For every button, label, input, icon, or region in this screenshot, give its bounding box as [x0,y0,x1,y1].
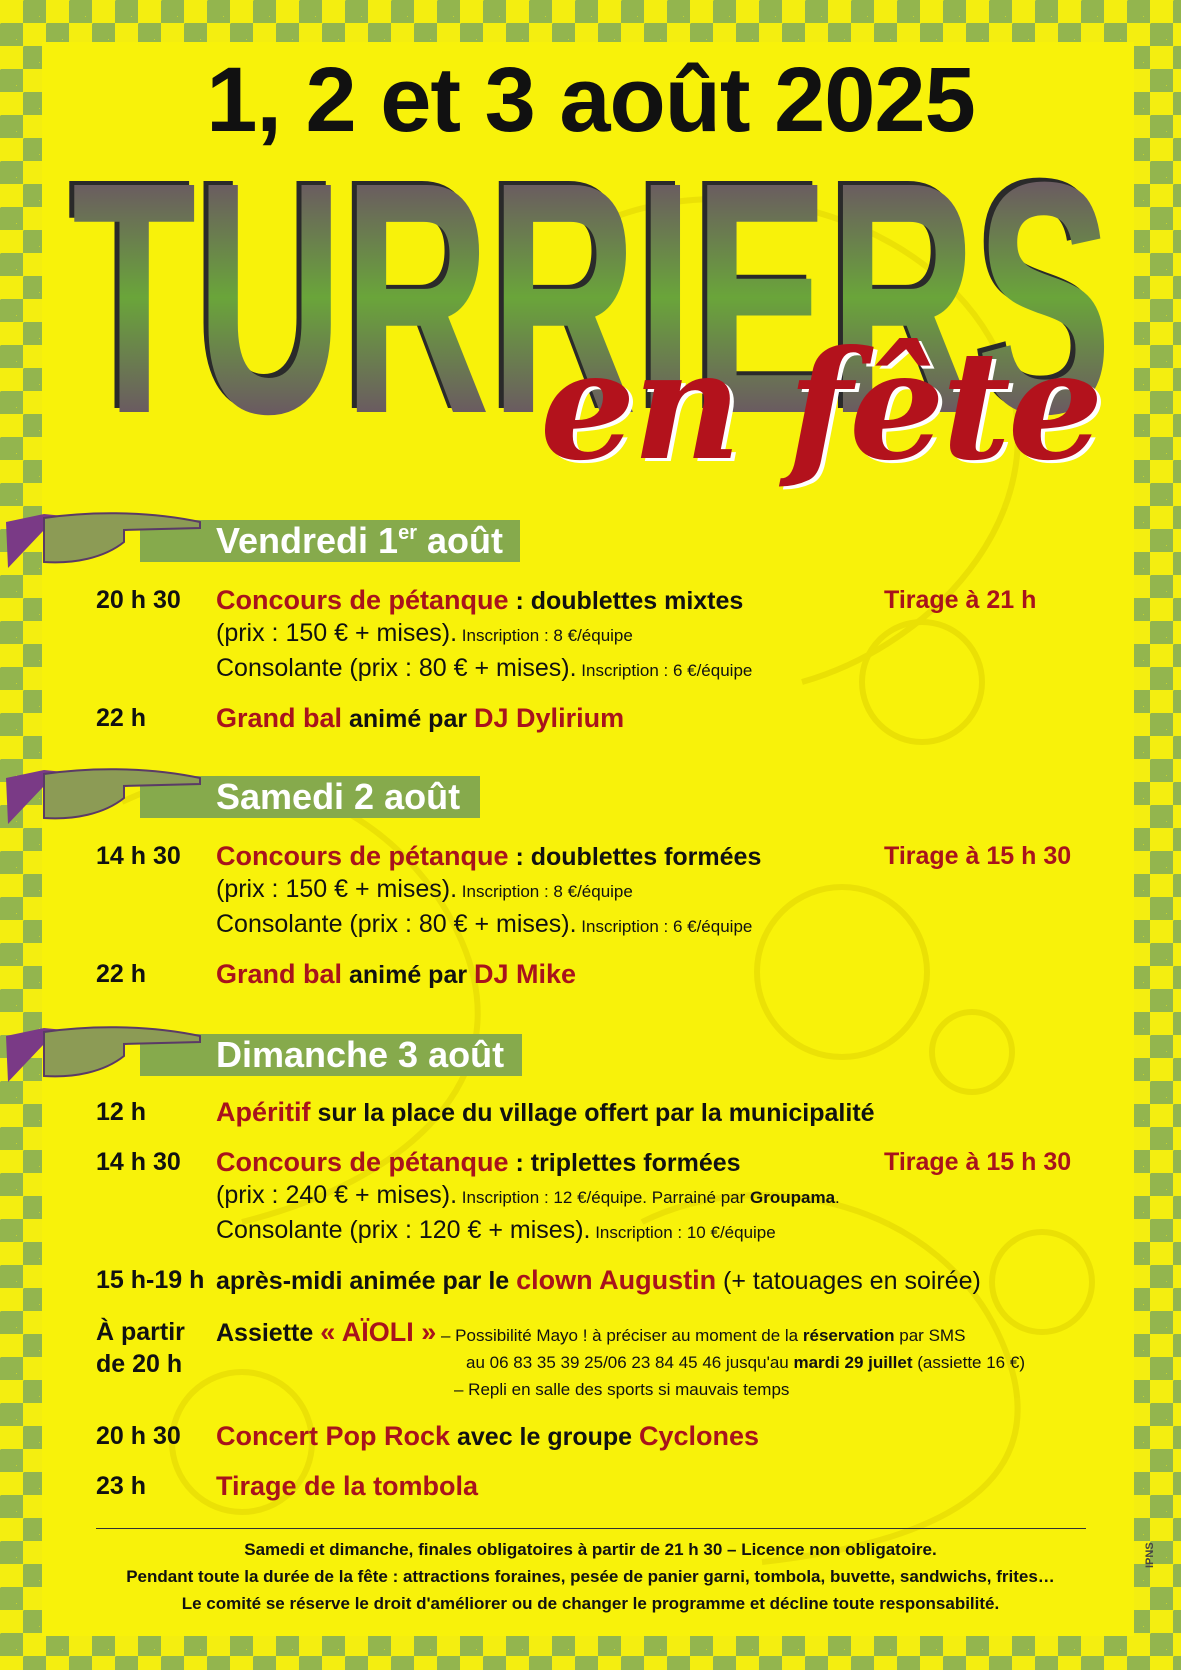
day-heading-dimanche [0,1034,530,1076]
tirage-time: Tirage à 15 h 30 [884,842,1072,870]
event-description: après-midi animée par le clown Augustin (+ tatouages en soirée) [216,1265,981,1295]
day-label: Dimanche 3 août [216,1034,505,1075]
event-time: 22 h [96,704,147,732]
event-time: À partir de 20 h [96,1318,185,1378]
event-dates: 1, 2 et 3 août 2025 [206,49,975,151]
day-label: Samedi 2 août [216,776,461,817]
event-description: Apéritif sur la place du village offert par la municipalité [216,1097,875,1127]
event-time: 12 h [96,1098,147,1126]
event-time: 14 h 30 [96,842,181,870]
event-time: 20 h 30 [96,1422,181,1450]
event-description: Grand bal animé par DJ Dylirium [216,703,625,733]
subtitle-en-fete: en fête [540,318,1101,494]
event-time: 14 h 30 [96,1148,181,1176]
day-heading-vendredi [0,520,530,562]
event-time: 22 h [96,960,147,988]
event-description: Concours de pétanque : doublettes formées (prix : 150 € + mises). Inscription : 8 €/équipe Consolante (prix : 80 € + mises). Inscription : 6 €/équipe [216,841,762,938]
ipns-credit: IPNS [1144,1542,1156,1568]
event-description: Tirage de la tombola [216,1471,479,1501]
event-description: Concours de pétanque : triplettes formées (prix : 240 € + mises). Inscription : 12 €/équipe. Parrainé par Groupama. Consolante (prix : 120 € + mises). Inscription : 10 €/équipe [216,1147,840,1244]
tirage-time: Tirage à 15 h 30 [884,1148,1072,1176]
event-description: Assiette « AÏOLI » – Possibilité Mayo ! à préciser au moment de la réservation par SMS au 06 83 35 39 25/06 23 84 45 46 jusqu'au mardi 29 juillet (assiette 16 €) – Repli en salle des sports si mauvais temps [216,1317,1025,1399]
tirage-time: Tirage à 21 h [884,586,1037,614]
footer-divider [96,1528,1086,1529]
event-description: Concert Pop Rock avec le groupe Cyclones [216,1421,760,1451]
event-description: Concours de pétanque : doublettes mixtes (prix : 150 € + mises). Inscription : 8 €/équipe Consolante (prix : 80 € + mises). Inscription : 6 €/équipe [216,585,753,682]
day-heading-samedi [0,776,480,818]
pointing-hand-icon [4,1014,204,1094]
event-time: 23 h [96,1472,147,1500]
event-description: Grand bal animé par DJ Mike [216,959,577,989]
event-time: 20 h 30 [96,586,181,614]
title-main-text: TURRIERS [72,150,1112,450]
title-shadow-text: TURRIERS [67,150,1107,450]
pointing-hand-icon [4,500,204,580]
footer-notes: Samedi et dimanche, finales obligatoires à partir de 21 h 30 – Licence non obligatoire. Pendant toute la durée de la fête : attractions foraines, pesée de panier garni, tombola, buvette, sandwichs, frites… Le comité se réserve le droit d'améliorer ou de changer le programme et décline toute responsabilité. [126,1540,1055,1613]
pointing-hand-icon [4,756,204,836]
event-time: 15 h-19 h [96,1266,205,1294]
day-label: Vendredi 1er août [216,520,503,561]
